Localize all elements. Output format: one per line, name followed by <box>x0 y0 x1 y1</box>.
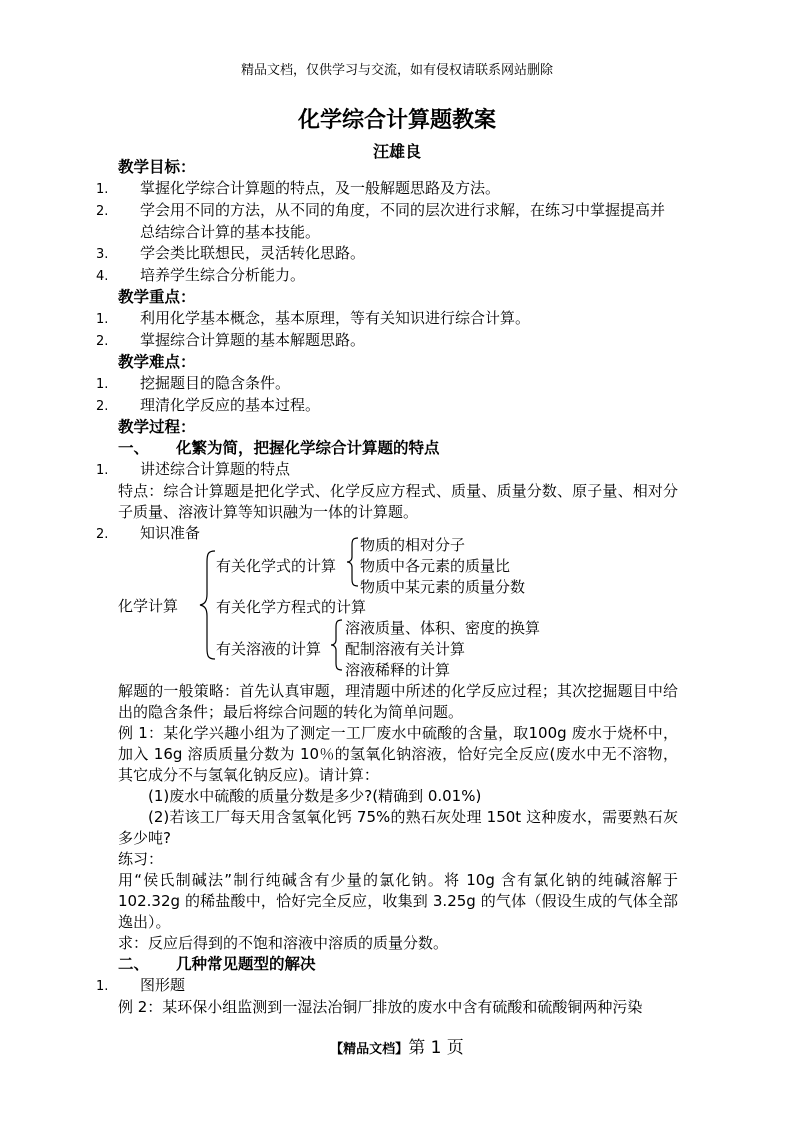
root-brace <box>198 548 218 662</box>
diagram-leaf: 溶液稀释的计算 <box>345 661 451 679</box>
list-text: 利用化学基本概念，基本原理，等有关知识进行综合计算。 <box>140 309 531 327</box>
list-num: 2. <box>96 334 109 349</box>
list-num: 4. <box>96 269 109 284</box>
list-num: 2. <box>96 399 109 414</box>
page-title: 化学综合计算题教案 <box>297 108 496 133</box>
diagram-leaf: 溶液质量、体积、密度的换算 <box>345 619 541 637</box>
list-text: 掌握化学综合计算题的特点，及一般解题思路及方法。 <box>140 179 501 197</box>
list-text: 挖掘题目的隐含条件。 <box>140 374 291 392</box>
key-points-heading: 教学重点： <box>118 288 196 306</box>
difficulties-heading: 教学难点： <box>118 353 196 371</box>
diagram-leaf: 物质的相对分子 <box>360 536 466 554</box>
footer-bracket: 【精品文档】 <box>330 1042 409 1057</box>
diagram-branch-solution: 有关溶液的计算 <box>216 640 322 658</box>
page-footer <box>0 1033 794 1058</box>
list-num: 1. <box>96 377 109 392</box>
list-item <box>96 975 678 997</box>
list-text: 掌握综合计算题的基本解题思路。 <box>140 331 366 349</box>
features-paragraph: 特点：综合计算题是把化学式、化学反应方程式、质量、质量分数、原子量、相对分子质量、溶液计算等知识融为一体的计算题。 <box>118 482 678 521</box>
list-item <box>96 459 678 481</box>
example2-paragraph: 例 2：某环保小组监测到一湿法冶铜厂排放的废水中含有硫酸和硫酸铜两种污染 <box>118 998 643 1016</box>
practice-paragraph: 用“侯氏制碱法”制行纯碱含有少量的氯化钠。将 10g 含有氯化钠的纯碱溶解于102.32g 的稀盐酸中，恰好完全反应，收集到 3.25g 的气体（假设生成的气体全部逸出）。 <box>118 871 678 931</box>
list-item <box>96 395 678 417</box>
solution-brace <box>329 617 345 673</box>
list-text: 培养学生综合分析能力。 <box>140 266 306 284</box>
diagram-leaf: 物质中各元素的质量比 <box>360 557 511 575</box>
example1-question-1: (1)废水中硫酸的质量分数是多少?(精确到 0.01%) <box>148 787 482 805</box>
example1-paragraph: 例 1：某化学兴趣小组为了测定一工厂废水中硫酸的含量，取100g 废水于烧杯中，加入 16g 溶质质量分数为 10％的氢氧化钠溶液，恰好完全反应(废水中无不溶物，其它成分不与氢氧化钠反应)。请计算： <box>118 724 678 784</box>
list-item <box>96 373 678 395</box>
practice-label: 练习： <box>118 850 164 868</box>
part2-num: 二、 <box>118 955 150 973</box>
page-number: 第 1 页 <box>408 1038 464 1058</box>
body-block-2 <box>96 681 678 1018</box>
part2-title: 几种常见题型的解决 <box>176 955 316 973</box>
list-text: 图形题 <box>140 976 186 994</box>
strategy-paragraph: 解题的一般策略：首先认真审题，理清题中所述的化学反应过程；其次挖掘题目中给出的隐含条件；最后将综合问题的转化为简单问题。 <box>118 682 678 721</box>
list-num: 3. <box>96 247 109 262</box>
list-num: 1. <box>96 312 109 327</box>
diagram-root: 化学计算 <box>118 597 179 615</box>
list-num: 1. <box>96 979 109 994</box>
diagram-leaf: 物质中某元素的质量分数 <box>360 578 526 596</box>
diagram-branch-equation: 有关化学方程式的计算 <box>216 598 367 616</box>
body-block-1 <box>96 157 678 545</box>
process-heading: 教学过程： <box>118 418 196 436</box>
list-num: 2. <box>96 204 109 219</box>
part1-title: 化繁为简，把握化学综合计算题的特点 <box>176 439 440 457</box>
list-num: 1. <box>96 463 109 478</box>
list-text: 知识准备 <box>140 524 201 542</box>
practice-ask: 求：反应后得到的不饱和溶液中溶质的质量分数。 <box>118 934 449 952</box>
part1-heading <box>118 438 678 459</box>
list-item <box>96 308 678 330</box>
part2-heading <box>118 954 678 975</box>
list-item <box>96 200 678 243</box>
list-text: 学会用不同的方法，从不同的角度，不同的层次进行求解，在练习中掌握提高并总结综合计算的基本技能。 <box>140 201 666 241</box>
header-note: 精品文档，仅供学习与交流，如有侵权请联系网站删除 <box>240 63 553 78</box>
list-item <box>96 243 678 265</box>
list-num: 1. <box>96 182 109 197</box>
list-text: 理清化学反应的基本过程。 <box>140 396 321 414</box>
list-text: 讲述综合计算题的特点 <box>140 460 291 478</box>
formula-brace <box>345 535 361 589</box>
list-text: 学会类比联想民，灵活转化思路。 <box>140 244 366 262</box>
list-item <box>96 265 678 287</box>
objectives-heading: 教学目标： <box>118 158 196 176</box>
part1-num: 一、 <box>118 439 150 457</box>
author: 汪雄良 <box>372 142 421 161</box>
list-item <box>96 330 678 352</box>
diagram-branch-formula: 有关化学式的计算 <box>216 557 337 575</box>
example1-question-2: (2)若该工厂每天用含氢氧化钙 75%的熟石灰处理 150t 这种废水，需要熟石灰多少吨? <box>118 808 678 847</box>
list-item <box>96 178 678 200</box>
list-num: 2. <box>96 527 109 542</box>
diagram-leaf: 配制溶液有关计算 <box>345 640 466 658</box>
